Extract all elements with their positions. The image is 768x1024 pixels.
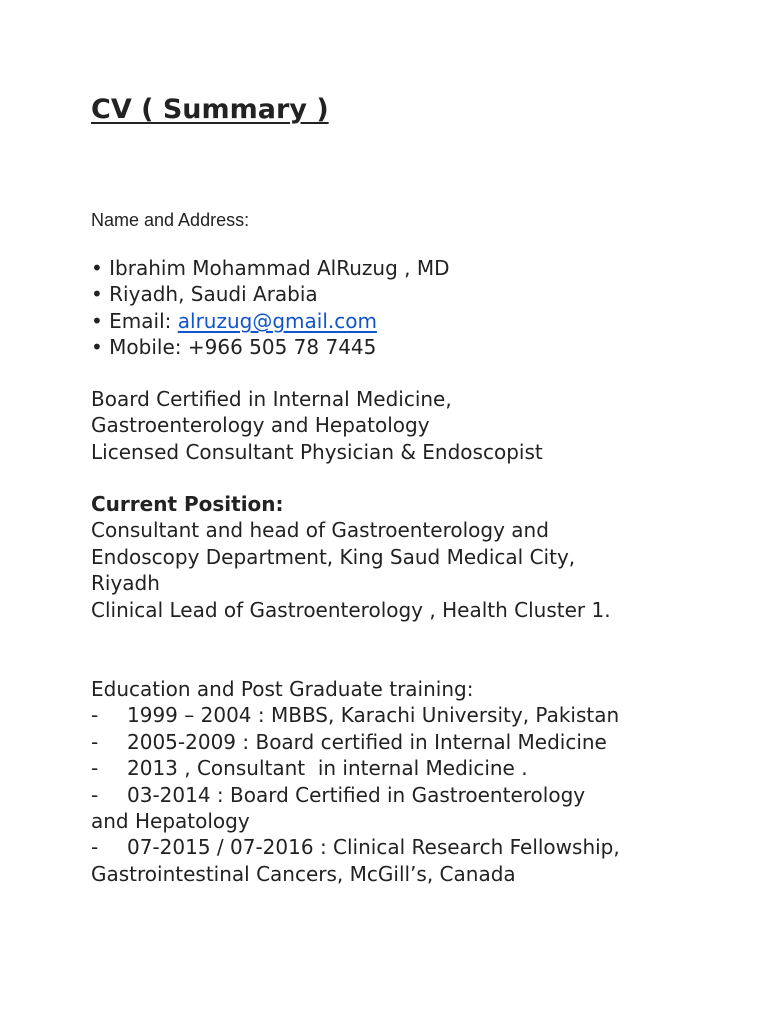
certifications [91, 386, 543, 465]
position-line: Consultant and head of Gastroenterology and [91, 518, 549, 543]
list-dash: - [91, 782, 99, 807]
position-line: Riyadh [91, 571, 160, 596]
email-link[interactable]: alruzug@gmail.com [177, 308, 377, 333]
contact-location: • Riyadh, Saudi Arabia [91, 282, 318, 307]
email-prefix: • Email: [91, 308, 178, 333]
position-line: Clinical Lead of Gastroenterology , Health Cluster 1. [91, 597, 611, 622]
education-item [91, 729, 620, 755]
list-dash: - [91, 756, 99, 781]
education-item-text: 07-2015 / 07-2016 : Clinical Research Fellowship, [127, 835, 620, 860]
contact-email-line [91, 308, 450, 334]
education-item-continuation: and Hepatology [91, 809, 250, 834]
list-dash: - [91, 703, 99, 728]
certification-line: Gastroenterology and Hepatology [91, 413, 430, 438]
education-item-continuation: Gastrointestinal Cancers, McGill’s, Canada [91, 861, 516, 886]
list-dash: - [91, 835, 99, 860]
certification-line: Board Certified in Internal Medicine, [91, 387, 452, 411]
name-address-label: Name and Address: [91, 210, 250, 230]
contact-name: • Ibrahim Mohammad AlRuzug , MD [91, 256, 450, 280]
education-heading: Education and Post Graduate training: [91, 677, 474, 701]
education-item [91, 702, 620, 728]
education-item [91, 755, 620, 781]
current-position-heading: Current Position: [91, 492, 284, 516]
list-dash: - [91, 729, 99, 754]
contact-list [91, 255, 450, 361]
education-item-text: 2005-2009 : Board certified in Internal Medicine [127, 729, 607, 754]
education-item-text: 03-2014 : Board Certified in Gastroenterology [127, 782, 586, 807]
position-line: Endoscopy Department, King Saud Medical City, [91, 544, 576, 569]
education-item [91, 782, 620, 808]
education-item-text: 2013 , Consultant in internal Medicine . [127, 756, 528, 781]
current-position-section [91, 491, 611, 623]
certification-line: Licensed Consultant Physician & Endoscopist [91, 439, 543, 464]
contact-mobile: • Mobile: +966 505 78 7445 [91, 335, 377, 360]
education-item [91, 834, 620, 860]
education-item-text: 1999 – 2004 : MBBS, Karachi University, Pakistan [127, 703, 620, 728]
education-section [91, 676, 620, 887]
page-title: CV ( Summary ) [91, 94, 329, 125]
